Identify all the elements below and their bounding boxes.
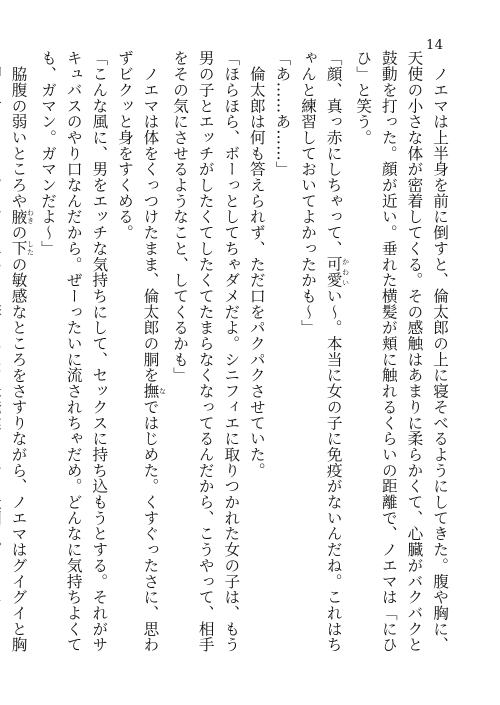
text-run: 「こんな風に、男をエッチな気持ちにして、セックスに持ち込もうとする。それがサキュバスのやり口なんだから。ぜーったいに流されちゃだめ。どんなに気持ちよくても、ガマン。ガマンだよ〜」 (39, 50, 109, 653)
ruby-base: 可愛 (324, 256, 343, 288)
ruby-reading: わき (26, 208, 35, 225)
ruby-annotated-word (9, 240, 35, 257)
paragraph (294, 50, 349, 655)
text-run: 脇腹の弱いところや (9, 50, 28, 209)
text-run: 「あ……あ……」 (273, 50, 292, 177)
ruby-annotated-word (141, 382, 167, 399)
ruby-base: 下 (9, 240, 28, 257)
ruby-annotated-word (324, 256, 350, 288)
text-run: 倫太郎は何も答えられず、ただ口をパクパクさせていた。 (247, 50, 266, 478)
text-run: の敏感なところをさすりながら、ノエマはグイグイと胸 (9, 256, 28, 653)
text-run: ノエマは上半身を前に倒すと、倫太郎の上に寝そべるようにしてきた。腹や胸に、天使の小さな体が密着してくる。その感触はあまりに柔らかくて、心臓がバクバクと鼓動を打った。顔が近い。垂れた横髪が頬に触れるくらいの距離で、ノエマは「にひひ」と笑う。 (354, 50, 449, 653)
paragraph (35, 50, 112, 655)
paragraph (111, 50, 166, 655)
paragraph (269, 50, 295, 655)
text-run: の (9, 224, 28, 241)
paragraph (350, 50, 452, 655)
text-run: ではじめた。くすぐったさに、思わずビクッと身をすくめる。 (115, 50, 160, 653)
ruby-base: 撫 (141, 382, 160, 399)
text-run: 「ほらほら、ボーっとしてちゃダメだよ。シニフィエに取りつかれた女の子は、もう男の子とエッチがしたくてしたくてたまらなくなってるんだから、こうやって、相手をその気にさせるようなこと、してくるかも」 (171, 50, 241, 653)
page-number: 14 (426, 38, 444, 53)
ruby-reading: した (26, 240, 35, 257)
ruby-reading: かわい (341, 256, 350, 288)
paragraph (166, 50, 243, 655)
ruby-annotated-word (9, 208, 35, 225)
paragraph (243, 50, 269, 655)
text-run: ノエマは体をくっつけたまま、倫太郎の胴を (141, 50, 160, 383)
paragraph (0, 50, 35, 655)
text-run: 「顔、真っ赤にしちゃって、 (324, 50, 343, 257)
ruby-base: 腋 (9, 208, 28, 225)
ruby-reading: な (158, 382, 167, 399)
text-run: い〜。本当に女の子に免疫がないんだね。これはちゃんと練習しておいてよかったかも〜」 (299, 50, 343, 653)
body-text (9, 50, 452, 655)
